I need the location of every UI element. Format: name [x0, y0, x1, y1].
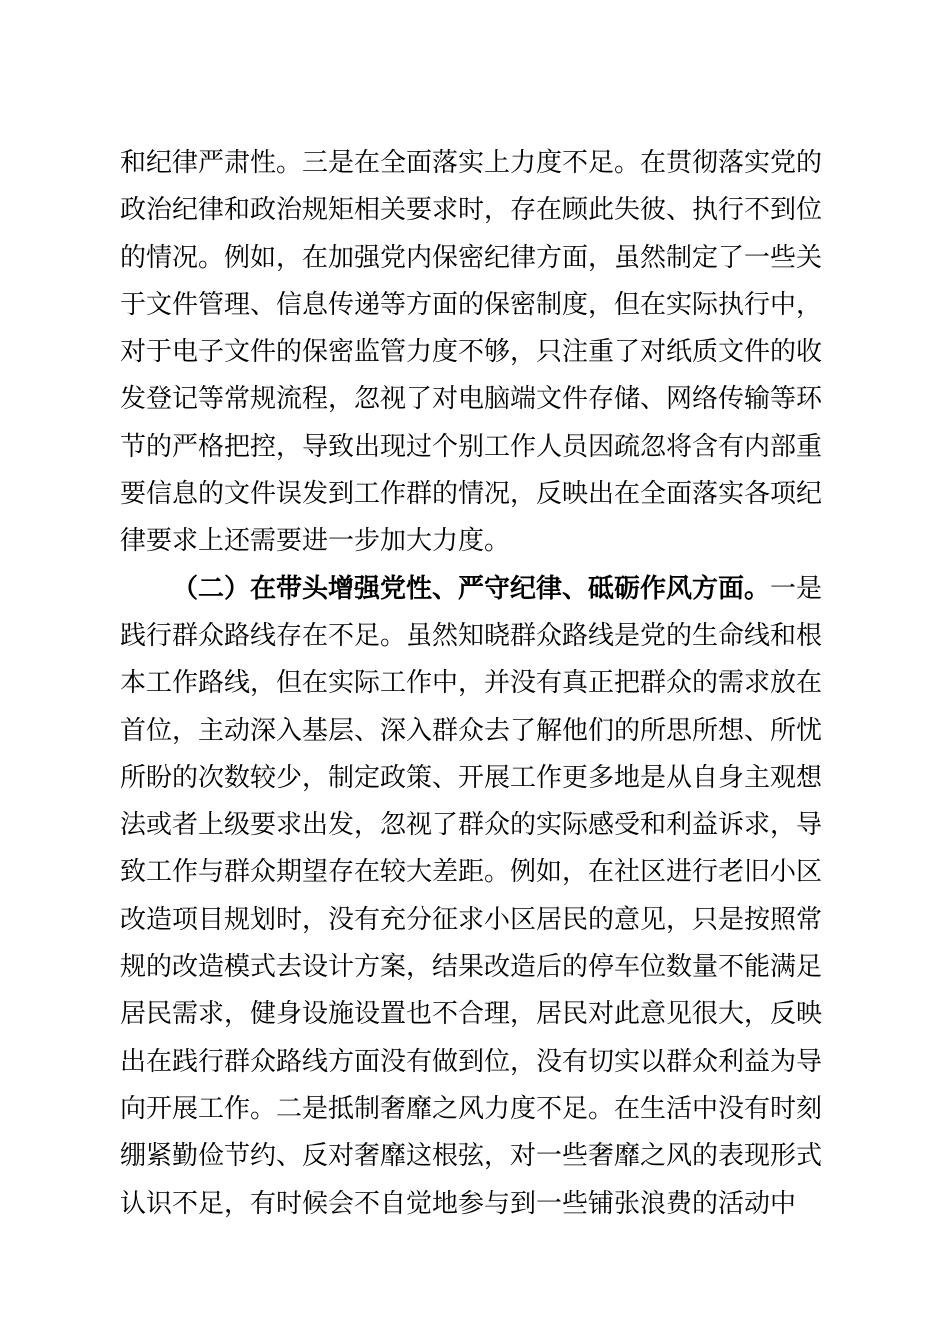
paragraph-line: 要信息的文件误发到工作群的情况，反映出在全面落实各项纪: [120, 479, 823, 510]
paragraph-line: 节的严格把控，导致出现过个别工作人员因疏忽将含有内部重: [120, 431, 823, 462]
paragraph-line: 本工作路线，但在实际工作中，并没有真正把群众的需求放在: [120, 668, 823, 699]
paragraph-line: 和纪律严肃性。三是在全面落实上力度不足。在贯彻落实党的: [120, 148, 823, 178]
paragraph-line: 对于电子文件的保密监管力度不够，只注重了对纸质文件的收: [120, 337, 823, 368]
paragraph-line: 规的改造模式去设计方案，结果改造后的停车位数量不能满足: [120, 952, 823, 983]
paragraph-line: 致工作与群众期望存在较大差距。例如，在社区进行老旧小区: [120, 857, 823, 888]
paragraph-line: 居民需求，健身设施设置也不合理，居民对此意见很大，反映: [120, 999, 823, 1030]
paragraph-line: 发登记等常规流程，忽视了对电脑端文件存储、网络传输等环: [120, 384, 823, 415]
paragraph-line: 绷紧勤俭节约、反对奢靡这根弦，对一些奢靡之风的表现形式: [120, 1141, 823, 1172]
paragraph-line: 法或者上级要求出发，忽视了群众的实际感受和利益诉求，导: [120, 810, 823, 841]
paragraph-line: 政治纪律和政治规矩相关要求时，存在顾此失彼、执行不到位: [120, 195, 823, 226]
paragraph-line: 于文件管理、信息传递等方面的保密制度，但在实际执行中，: [120, 289, 823, 320]
paragraph-line: 向开展工作。二是抵制奢靡之风力度不足。在生活中没有时刻: [120, 1093, 823, 1124]
paragraph-line: 所盼的次数较少，制定政策、开展工作更多地是从自身主观想: [120, 762, 823, 793]
section-heading-line: [120, 566, 823, 613]
paragraph-line: 出在践行群众路线方面没有做到位，没有切实以群众利益为导: [120, 1046, 823, 1077]
paragraph-line: 律要求上还需要进一步加大力度。: [120, 526, 511, 557]
paragraph-line: 首位，主动深入基层、深入群众去了解他们的所思所想、所忧: [120, 715, 823, 746]
paragraph-line: 改造项目规划时，没有充分征求小区居民的意见，只是按照常: [120, 904, 823, 935]
section-heading: （二）在带头增强党性、严守纪律、砥砺作风方面。: [172, 573, 771, 604]
document-body: [120, 140, 823, 1228]
section-heading-continuation: 一是: [770, 573, 823, 604]
paragraph-line: 践行群众路线存在不足。虽然知晓群众路线是党的生命线和根: [120, 620, 823, 651]
paragraph-line: 认识不足，有时候会不自觉地参与到一些铺张浪费的活动中: [120, 1188, 797, 1219]
paragraph-line: 的情况。例如，在加强党内保密纪律方面，虽然制定了一些关: [120, 242, 823, 273]
